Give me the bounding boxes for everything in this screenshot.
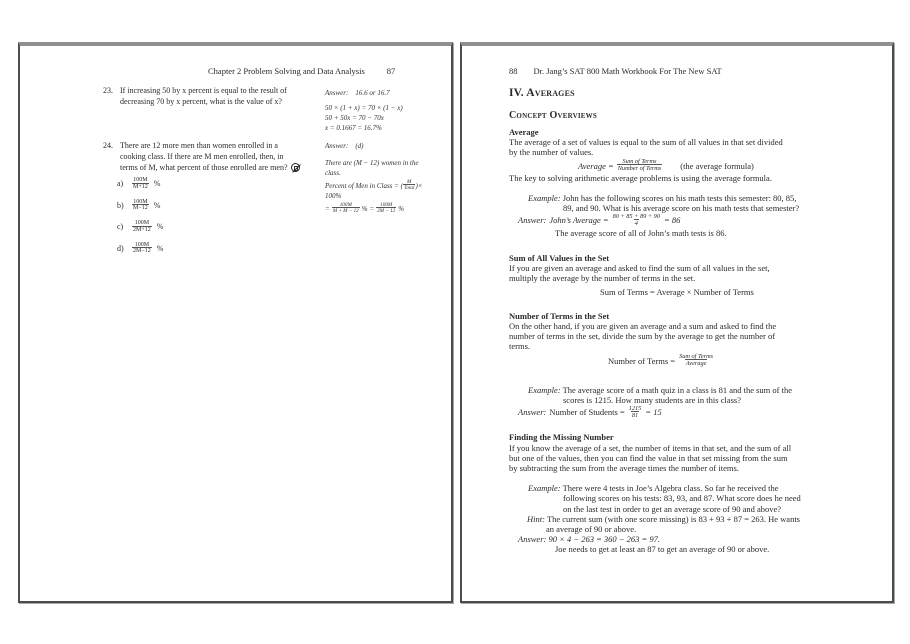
answer-24-note [325,158,453,178]
text-line: cooking class. If there are M men enrolled, then, in [120,152,284,161]
text-line: terms. [509,341,531,352]
chapter-title: Chapter 2 Problem Solving and Data Analysis [208,66,365,76]
question-23 [103,85,341,107]
answer-24-label: Answer: (d) [325,142,364,150]
text-line: terms of M, what percent of those enrolled are men? [120,162,300,173]
no-calculator-icon [291,163,300,172]
example-1 [509,193,880,237]
text-line: If you are given an average and asked to find the sum of all values in the set, [509,262,770,273]
answer-24-equation: = 100M M + M − 12 % = 100M 2M − 12 % [325,202,405,215]
fraction: Sum of Terms Number of Terms [617,158,662,173]
fraction: 100M M + M − 12 [332,202,359,215]
text-line: number of terms in the set, divide the sum by the average to get the number of [509,330,776,341]
fraction: 80 + 85 + 89 + 90 4 [612,212,660,227]
question-24-number: 24. [103,141,113,150]
example-3-answer: Answer: 90 × 4 − 263 = 360 − 263 = 97. [518,534,661,545]
example-3-hint: Hint: The current sum (with one score missing) is 83 + 93 + 87 = 263. He wants [527,513,800,524]
heading-number-of-terms: Number of Terms in the Set [509,310,610,321]
text-line: 50 + 50x = 70 − 70x [325,114,384,122]
fraction: Sum of Terms Average [679,353,714,368]
text-line: 89, and 90. What is his average score on his math tests that semester? [563,203,800,214]
example-2 [509,385,880,419]
text-line: Joe needs to get at least an 87 to get an average of 90 or above. [555,544,770,555]
text-line: On the other hand, if you are given an average and a sum and asked to find the [509,320,777,331]
text-line: multiply the average by the number of terms in the set. [509,273,696,284]
section-title: IV. Averages [509,87,575,100]
right-page-content [462,46,892,601]
text-line: The average of a set of values is equal to the sum of all values in that set divided [509,136,783,147]
text-line: Example: There were 4 tests in Joe’s Algebra class. So far he received the [528,483,779,494]
fraction: $\frac{100M}{2M-12}$ [133,241,151,255]
page-number-left: 87 [386,66,396,76]
fraction: 100M 2M − 12 [377,202,396,215]
number-of-terms-formula: Number of Terms = Sum of Terms Average [608,353,714,368]
option-b: b) $\frac{100M}{M-12}$ % [117,198,161,212]
concept-overviews-title: Concept Overviews [509,110,597,122]
option-c: c) $\frac{100M}{2M+12}$ % [117,220,164,233]
question-23-text [120,85,287,107]
fraction: M Total [403,179,415,191]
heading-average: Average [509,126,539,137]
page-number-right: 88 [509,66,518,76]
text-line: following scores on his tests: 83, 93, and 87. What score does he need [563,493,801,504]
fraction: 1215 81 [628,404,642,419]
book-title: Dr. Jang’s SAT 800 Math Workbook For The New SAT [533,66,722,76]
fraction: $\frac{100M}{M+12}$ [133,177,148,190]
text-line: scores is 1215. How many students are in this class? [563,395,741,406]
text-line: There are (M − 12) women in the [325,159,419,167]
text-line: class. [325,169,341,177]
text-line: x = 0.1667 = 16.7% [325,124,382,132]
text-line: Example: The average score of a math quiz in a class is 81 and the sum of the [528,385,792,396]
question-23-number: 23. [103,86,113,95]
right-page [460,42,894,603]
question-24-text [120,140,300,173]
text-line: by the number of values. [509,147,594,158]
heading-finding-missing-number: Finding the Missing Number [509,432,614,443]
text-line: 100% [325,192,342,201]
example-1-answer: Answer: John’s Average = 80 + 85 + 89 + 90 4 = 86 [518,212,681,227]
text-line: If increasing 50 by x percent is equal to the result of [120,86,287,95]
text-line: but one of the values, then you can find the value in that set missing from the sum [509,452,788,463]
questions-column [103,85,341,259]
question-24 [103,140,341,173]
text-line: The key to solving arithmetic average problems is using the average formula. [509,173,772,184]
example-3 [509,483,880,554]
text-line: There are 12 more men than women enrolled in a [120,141,278,150]
text-line: an average of 90 or above. [546,524,637,535]
left-page [18,42,453,603]
average-formula: Average = Sum of Terms Number of Terms (the average formula) [578,158,754,173]
answer-23-work [325,103,453,133]
answer-options [117,173,341,259]
answer-24-formula: Percent of Men in Class = ( M Total )× [325,179,423,191]
text-line: by subtracting the sum from the average times the number of items. [509,463,739,474]
answers-column [325,88,453,215]
fraction: $\frac{100M}{2M+12}$ [133,220,151,233]
fraction: $\frac{100M}{M-12}$ [133,198,148,212]
text-line: Example: John has the following scores on his math tests this semester: 80, 85, [528,193,797,204]
answer-23-label: Answer: 16.6 or 16.7 [325,89,390,97]
example-2-answer: Answer: Number of Students = 1215 81 = 15 [518,404,662,419]
text-line: on the last test in order to get an average score of 90 and above? [563,503,782,514]
option-d: d) $\frac{100M}{2M-12}$ % [117,241,164,255]
heading-sum-of-values: Sum of All Values in the Set [509,252,610,263]
text-line: If you know the average of a set, the number of items in that set, and the sum of all [509,442,792,453]
right-page-header [509,66,880,76]
text-line: The average score of all of John’s math tests is 86. [555,227,727,238]
sum-formula: Sum of Terms = Average × Number of Terms [600,287,754,298]
option-a: a) $\frac{100M}{M+12}$ % [117,177,161,190]
left-page-header [208,66,395,76]
text-line: decreasing 70 by x percent, what is the value of x? [120,97,282,106]
text-line: 50 × (1 + x) = 70 × (1 − x) [325,104,403,112]
